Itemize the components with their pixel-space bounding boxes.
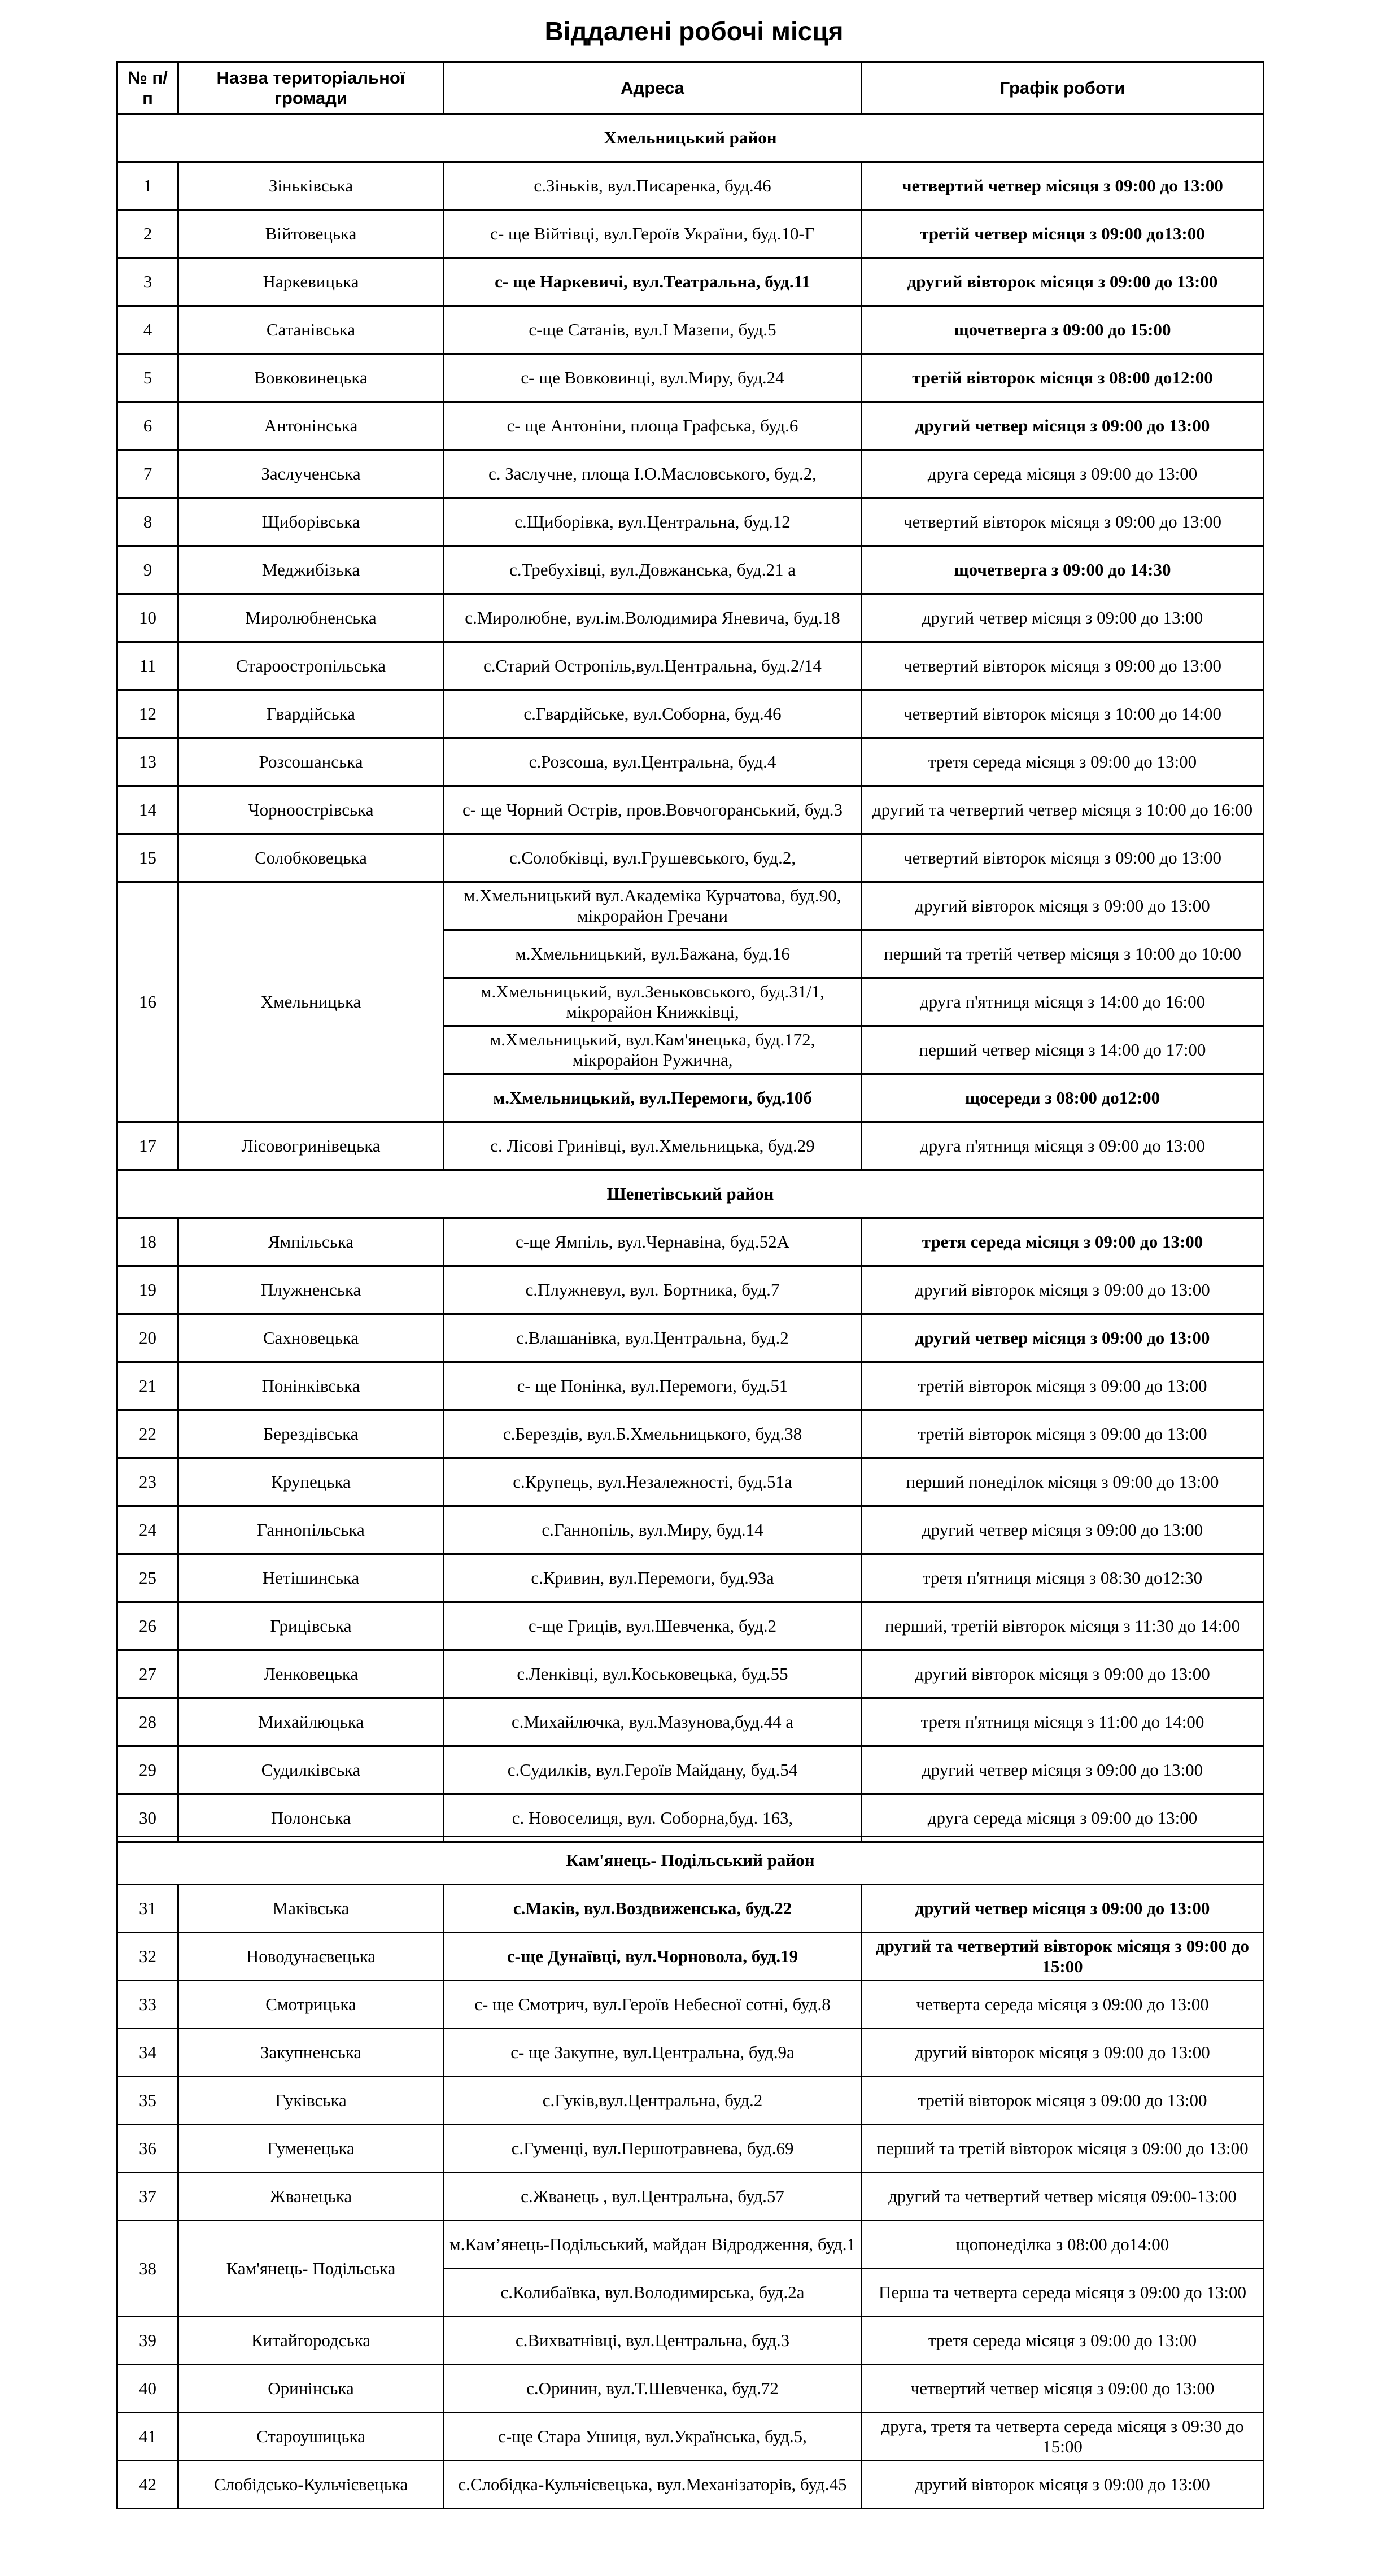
address: с.Жванець , вул.Центральна, буд.57 (444, 2173, 862, 2221)
address: м.Кам’янець-Подільський, майдан Відродження, буд.1 (444, 2221, 862, 2269)
table-row (117, 1650, 1264, 1698)
table-row (117, 834, 1264, 882)
row-number: 13 (117, 738, 178, 786)
address: м.Хмельницький, вул.Перемоги, буд.10б (444, 1074, 862, 1122)
address: с.Миролюбне, вул.ім.Володимира Яневича, буд.18 (444, 594, 862, 642)
community-name: Ленковецька (178, 1650, 444, 1698)
community-name: Щиборівська (178, 498, 444, 546)
address: с- ще Антоніни, площа Графська, буд.6 (444, 402, 862, 450)
address: с.Солобківці, вул.Грушевського, буд.2, (444, 834, 862, 882)
row-number: 6 (117, 402, 178, 450)
address: с-ще Дунаївці, вул.Чорновола, буд.19 (444, 1933, 862, 1981)
schedule: третій вівторок місяця з 09:00 до 13:00 (862, 2077, 1264, 2125)
table-row (117, 1218, 1264, 1266)
schedule: перший понеділок місяця з 09:00 до 13:00 (862, 1458, 1264, 1506)
schedule: третя п'ятниця місяця з 08:30 до12:30 (862, 1554, 1264, 1602)
schedule: третій вівторок місяця з 09:00 до 13:00 (862, 1362, 1264, 1410)
row-number: 19 (117, 1266, 178, 1314)
community-name: Миролюбненська (178, 594, 444, 642)
community-name: Грицівська (178, 1602, 444, 1650)
schedule: четвертий четвер місяця з 09:00 до 13:00 (862, 162, 1264, 210)
schedule: перший, третій вівторок місяця з 11:30 до 14:00 (862, 1602, 1264, 1650)
community-name: Зіньківська (178, 162, 444, 210)
address: с- ще Чорний Острів, пров.Вовчогоранський, буд.3 (444, 786, 862, 834)
community-name: Крупецька (178, 1458, 444, 1506)
table-row (117, 1314, 1264, 1362)
row-number: 38 (117, 2221, 178, 2317)
row-number: 17 (117, 1122, 178, 1170)
page-title: Віддалені робочі місця (544, 16, 844, 46)
row-number: 24 (117, 1506, 178, 1554)
row-number: 27 (117, 1650, 178, 1698)
community-name: Берездівська (178, 1410, 444, 1458)
row-number: 11 (117, 642, 178, 690)
table-row (117, 2173, 1264, 2221)
table-row (117, 1506, 1264, 1554)
table-row (117, 210, 1264, 258)
address: с.Влашанівка, вул.Центральна, буд.2 (444, 1314, 862, 1362)
schedule: щопонеділка з 08:00 до14:00 (862, 2221, 1264, 2269)
schedule: Перша та четверта середа місяця з 09:00 до 13:00 (862, 2269, 1264, 2317)
row-number: 37 (117, 2173, 178, 2221)
row-number: 18 (117, 1218, 178, 1266)
row-number: 20 (117, 1314, 178, 1362)
table-row (117, 1933, 1264, 1981)
row-number: 36 (117, 2125, 178, 2173)
address: с.Щиборівка, вул.Центральна, буд.12 (444, 498, 862, 546)
address: с.Гуків,вул.Центральна, буд.2 (444, 2077, 862, 2125)
row-number: 1 (117, 162, 178, 210)
table-row (117, 1746, 1264, 1794)
community-name: Солобковецька (178, 834, 444, 882)
community-name: Плужненська (178, 1266, 444, 1314)
schedule: другий вівторок місяця з 09:00 до 13:00 (862, 2029, 1264, 2077)
schedule: друга, третя та четверта середа місяця з 09:30 до 15:00 (862, 2413, 1264, 2461)
schedule: друга середа місяця з 09:00 до 13:00 (862, 450, 1264, 498)
community-name: Новодунаєвецька (178, 1933, 444, 1981)
row-number: 25 (117, 1554, 178, 1602)
community-name: Жванецька (178, 2173, 444, 2221)
schedule: третя середа місяця з 09:00 до 13:00 (862, 1218, 1264, 1266)
schedule: щочетверга з 09:00 до 15:00 (862, 306, 1264, 354)
community-name: Михайлюцька (178, 1698, 444, 1746)
schedule: другий вівторок місяця з 09:00 до 13:00 (862, 882, 1264, 930)
schedule: друга п'ятниця місяця з 14:00 до 16:00 (862, 978, 1264, 1026)
header-schedule: Графік роботи (862, 62, 1264, 114)
community-name: Слобідсько-Кульчієвецька (178, 2461, 444, 2509)
schedule: другий четвер місяця з 09:00 до 13:00 (862, 1314, 1264, 1362)
address: с.Гвардійське, вул.Соборна, буд.46 (444, 690, 862, 738)
community-name: Староушицька (178, 2413, 444, 2461)
schedule: третій вівторок місяця з 08:00 до12:00 (862, 354, 1264, 402)
table-row (117, 786, 1264, 834)
address: с. Лісові Гринівці, вул.Хмельницька, буд.29 (444, 1122, 862, 1170)
community-name: Меджибізька (178, 546, 444, 594)
schedule: четвертий четвер місяця з 09:00 до 13:00 (862, 2365, 1264, 2413)
address: с-ще Стара Ушиця, вул.Українська, буд.5, (444, 2413, 862, 2461)
community-name: Заслученська (178, 450, 444, 498)
address: с- ще Закупне, вул.Центральна, буд.9а (444, 2029, 862, 2077)
table-row (117, 1362, 1264, 1410)
address: с.Ленківці, вул.Коськовецька, буд.55 (444, 1650, 862, 1698)
table-row (117, 882, 1264, 930)
schedule: четверта середа місяця з 09:00 до 13:00 (862, 1981, 1264, 2029)
address: с.Старий Остропіль,вул.Центральна, буд.2/14 (444, 642, 862, 690)
row-number: 28 (117, 1698, 178, 1746)
address: с- ще Наркевичі, вул.Театральна, буд.11 (444, 258, 862, 306)
district-heading: Хмельницький район (117, 114, 1264, 162)
schedule-table (116, 61, 1264, 1843)
table-row (117, 1554, 1264, 1602)
address: с.Колибаївка, вул.Володимирська, буд.2а (444, 2269, 862, 2317)
row-number: 21 (117, 1362, 178, 1410)
table-row (117, 2365, 1264, 2413)
address: с.Крупець, вул.Незалежності, буд.51а (444, 1458, 862, 1506)
table-row (117, 1698, 1264, 1746)
district-row-khmelnytskyi (117, 114, 1264, 162)
table-row (117, 354, 1264, 402)
row-number: 4 (117, 306, 178, 354)
table-row (117, 2125, 1264, 2173)
header-num: № п/п (117, 62, 178, 114)
schedule: четвертий вівторок місяця з 09:00 до 13:00 (862, 642, 1264, 690)
schedule: другий четвер місяця з 09:00 до 13:00 (862, 1885, 1264, 1933)
community-name: Антонінська (178, 402, 444, 450)
schedule: другий четвер місяця з 09:00 до 13:00 (862, 594, 1264, 642)
schedule: четвертий вівторок місяця з 09:00 до 13:00 (862, 498, 1264, 546)
schedule: перший четвер місяця з 14:00 до 17:00 (862, 1026, 1264, 1074)
community-name: Гвардійська (178, 690, 444, 738)
schedule: перший та третій четвер місяця з 10:00 до 10:00 (862, 930, 1264, 978)
schedule: друга середа місяця з 09:00 до 13:00 (862, 1794, 1264, 1842)
community-name: Сатанівська (178, 306, 444, 354)
schedule: щосереди з 08:00 до12:00 (862, 1074, 1264, 1122)
schedule: другий вівторок місяця з 09:00 до 13:00 (862, 258, 1264, 306)
address: с.Маків, вул.Воздвиженська, буд.22 (444, 1885, 862, 1933)
row-number: 12 (117, 690, 178, 738)
row-number: 26 (117, 1602, 178, 1650)
address: с- ще Понінка, вул.Перемоги, буд.51 (444, 1362, 862, 1410)
district-row-shepetivskyi (117, 1170, 1264, 1218)
row-number: 39 (117, 2317, 178, 2365)
table-row (117, 258, 1264, 306)
schedule: другий та четвертий четвер місяця 09:00-13:00 (862, 2173, 1264, 2221)
district-row-kamianets (117, 1837, 1264, 1885)
schedule: другий четвер місяця з 09:00 до 13:00 (862, 402, 1264, 450)
community-name: Нетішинська (178, 1554, 444, 1602)
row-number: 32 (117, 1933, 178, 1981)
row-number: 14 (117, 786, 178, 834)
address: м.Хмельницький, вул.Зеньковського, буд.31/1, мікрорайон Книжківці, (444, 978, 862, 1026)
address: с. Новоселиця, вул. Соборна,буд. 163, (444, 1794, 862, 1842)
address: с-ще Сатанів, вул.І Мазепи, буд.5 (444, 306, 862, 354)
address: с.Плужневул, вул. Бортника, буд.7 (444, 1266, 862, 1314)
community-name: Сахновецька (178, 1314, 444, 1362)
row-number: 29 (117, 1746, 178, 1794)
address: м.Хмельницький, вул.Бажана, буд.16 (444, 930, 862, 978)
table-row (117, 1266, 1264, 1314)
schedule: четвертий вівторок місяця з 10:00 до 14:00 (862, 690, 1264, 738)
address: с.Михайлючка, вул.Мазунова,буд.44 а (444, 1698, 862, 1746)
schedule: другий та четвертий четвер місяця з 10:00 до 16:00 (862, 786, 1264, 834)
row-number: 9 (117, 546, 178, 594)
community-name: Ямпільська (178, 1218, 444, 1266)
address: с- ще Війтівці, вул.Героїв України, буд.10-Г (444, 210, 862, 258)
row-number: 5 (117, 354, 178, 402)
table-header-row (117, 62, 1264, 114)
schedule-table-kamianets (116, 1836, 1264, 2509)
community-name: Наркевицька (178, 258, 444, 306)
schedule: друга п'ятниця місяця з 09:00 до 13:00 (862, 1122, 1264, 1170)
table-row (117, 162, 1264, 210)
table-row (117, 2461, 1264, 2509)
address: с.Кривин, вул.Перемоги, буд.93а (444, 1554, 862, 1602)
table-row (117, 690, 1264, 738)
community-name: Судилківська (178, 1746, 444, 1794)
table-row (117, 594, 1264, 642)
schedule: другий та четвертий вівторок місяця з 09:00 до 15:00 (862, 1933, 1264, 1981)
table-row (117, 2221, 1264, 2269)
community-name: Чорноострівська (178, 786, 444, 834)
schedule: другий вівторок місяця з 09:00 до 13:00 (862, 2461, 1264, 2509)
schedule-table-body (117, 62, 1264, 1842)
row-number: 22 (117, 1410, 178, 1458)
schedule: третя середа місяця з 09:00 до 13:00 (862, 2317, 1264, 2365)
schedule: другий вівторок місяця з 09:00 до 13:00 (862, 1266, 1264, 1314)
row-number: 3 (117, 258, 178, 306)
address: с.Зіньків, вул.Писаренка, буд.46 (444, 162, 862, 210)
schedule-table-kamianets-body (117, 1837, 1264, 2509)
row-number: 8 (117, 498, 178, 546)
community-name: Вовковинецька (178, 354, 444, 402)
community-name: Маківська (178, 1885, 444, 1933)
address: с.Берездів, вул.Б.Хмельницького, буд.38 (444, 1410, 862, 1458)
schedule: третя п'ятниця місяця з 11:00 до 14:00 (862, 1698, 1264, 1746)
row-number: 15 (117, 834, 178, 882)
header-community: Назва територіальної громади (178, 62, 444, 114)
row-number: 7 (117, 450, 178, 498)
schedule: перший та третій вівторок місяця з 09:00 до 13:00 (862, 2125, 1264, 2173)
table-row (117, 738, 1264, 786)
address: с.Ганнопіль, вул.Миру, буд.14 (444, 1506, 862, 1554)
table-row (117, 402, 1264, 450)
community-name: Оринінська (178, 2365, 444, 2413)
row-number: 42 (117, 2461, 178, 2509)
district-heading: Кам'янець- Подільський район (117, 1837, 1264, 1885)
row-number: 30 (117, 1794, 178, 1842)
schedule: третій четвер місяця з 09:00 до13:00 (862, 210, 1264, 258)
table-row (117, 1602, 1264, 1650)
address: с.Оринин, вул.Т.Шевченка, буд.72 (444, 2365, 862, 2413)
schedule: щочетверга з 09:00 до 14:30 (862, 546, 1264, 594)
table-row (117, 450, 1264, 498)
community-name: Смотрицька (178, 1981, 444, 2029)
schedule: третя середа місяця з 09:00 до 13:00 (862, 738, 1264, 786)
table-row (117, 1410, 1264, 1458)
schedule: третій вівторок місяця з 09:00 до 13:00 (862, 1410, 1264, 1458)
address: с- ще Смотрич, вул.Героїв Небесної сотні, буд.8 (444, 1981, 862, 2029)
address: с-ще Гриців, вул.Шевченка, буд.2 (444, 1602, 862, 1650)
schedule: другий четвер місяця з 09:00 до 13:00 (862, 1506, 1264, 1554)
address: с.Судилків, вул.Героїв Майдану, буд.54 (444, 1746, 862, 1794)
row-number: 16 (117, 882, 178, 1122)
community-name: Ганнопільська (178, 1506, 444, 1554)
address: с-ще Ямпіль, вул.Чернавіна, буд.52А (444, 1218, 862, 1266)
row-number: 33 (117, 1981, 178, 2029)
address: с- ще Вовковинці, вул.Миру, буд.24 (444, 354, 862, 402)
row-number: 10 (117, 594, 178, 642)
table-row (117, 2029, 1264, 2077)
row-number: 40 (117, 2365, 178, 2413)
table-row (117, 2413, 1264, 2461)
address: с.Требухівці, вул.Довжанська, буд.21 а (444, 546, 862, 594)
address: с.Вихватнівці, вул.Центральна, буд.3 (444, 2317, 862, 2365)
row-number: 2 (117, 210, 178, 258)
district-heading: Шепетівський район (117, 1170, 1264, 1218)
community-name: Полонська (178, 1794, 444, 1842)
header-address: Адреса (444, 62, 862, 114)
address: м.Хмельницький вул.Академіка Курчатова, буд.90, мікрорайон Гречани (444, 882, 862, 930)
community-name: Закупненська (178, 2029, 444, 2077)
address: м.Хмельницький, вул.Кам'янецька, буд.172, мікрорайон Ружична, (444, 1026, 862, 1074)
community-name: Гуменецька (178, 2125, 444, 2173)
table-row (117, 498, 1264, 546)
community-name: Розсошанська (178, 738, 444, 786)
address: с.Гуменці, вул.Першотравнева, буд.69 (444, 2125, 862, 2173)
row-number: 41 (117, 2413, 178, 2461)
row-number: 31 (117, 1885, 178, 1933)
schedule: другий четвер місяця з 09:00 до 13:00 (862, 1746, 1264, 1794)
community-name: Китайгородська (178, 2317, 444, 2365)
table-row (117, 642, 1264, 690)
table-row (117, 1794, 1264, 1842)
community-name: Війтовецька (178, 210, 444, 258)
address: с.Розсоша, вул.Центральна, буд.4 (444, 738, 862, 786)
community-name: Понінківська (178, 1362, 444, 1410)
row-number: 34 (117, 2029, 178, 2077)
table-row (117, 306, 1264, 354)
address: с. Заслучне, площа І.О.Масловського, буд.2, (444, 450, 862, 498)
table-row (117, 1458, 1264, 1506)
community-name: Лісовогринівецька (178, 1122, 444, 1170)
table-row (117, 1885, 1264, 1933)
community-name: Староостропільська (178, 642, 444, 690)
table-row (117, 546, 1264, 594)
community-name: Кам'янець- Подільська (178, 2221, 444, 2317)
community-name: Хмельницька (178, 882, 444, 1122)
table-row (117, 1981, 1264, 2029)
row-number: 23 (117, 1458, 178, 1506)
schedule: четвертий вівторок місяця з 09:00 до 13:00 (862, 834, 1264, 882)
schedule: другий вівторок місяця з 09:00 до 13:00 (862, 1650, 1264, 1698)
community-name: Гуківська (178, 2077, 444, 2125)
table-row (117, 2077, 1264, 2125)
table-row (117, 1122, 1264, 1170)
table-row (117, 2317, 1264, 2365)
row-number: 35 (117, 2077, 178, 2125)
address: с.Слобідка-Кульчієвецька, вул.Механізаторів, буд.45 (444, 2461, 862, 2509)
